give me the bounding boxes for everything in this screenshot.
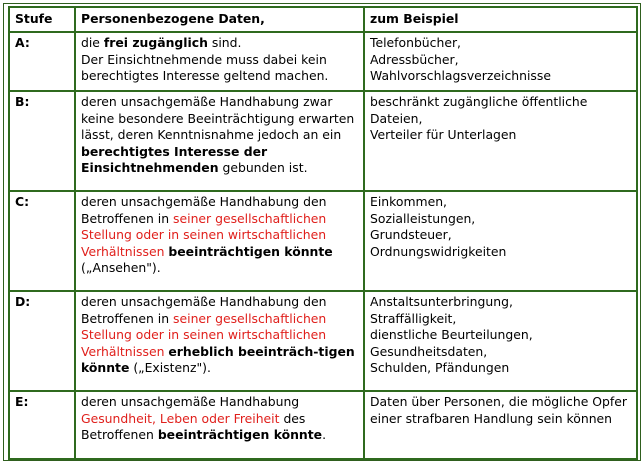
example-item: Sozialleistungen, <box>370 210 476 226</box>
header-row <box>9 7 637 32</box>
header-examples: zum Beispiel <box>364 7 637 32</box>
example-item: Verteiler für Unterlagen <box>370 127 517 142</box>
level-cell: B: <box>9 91 75 191</box>
example-item: Adressbücher, <box>370 51 459 67</box>
description-text: die <box>81 35 104 50</box>
description-cell <box>75 91 364 191</box>
description-text: deren unsachgemäße Handhabung den Betroffenen in <box>81 294 327 326</box>
table-row <box>9 291 637 391</box>
header-level: Stufe <box>9 7 75 32</box>
description-text: gebunden ist. <box>218 160 308 175</box>
emphasis-text: erheblich beeinträch-tigen könnte <box>81 343 355 375</box>
description-text: deren unsachgemäße Handhabung <box>81 394 300 409</box>
header-personal-data: Personenbezogene Daten, <box>75 7 364 32</box>
description-text: („Ansehen"). <box>81 260 161 275</box>
highlighted-text: seiner gesellschaftlichen Stellung oder in seinen wirtschaftlichen Verhältnissen <box>81 210 327 259</box>
example-item: Anstaltsunterbringung, <box>370 294 513 309</box>
example-item: Daten über Personen, die mögliche Opfer einer strafbaren Handlung sein können <box>370 394 627 426</box>
level-cell: A: <box>9 32 75 91</box>
highlighted-text: seiner gesellschaftlichen Stellung oder in seinen wirtschaftlichen Verhältnissen <box>81 310 327 359</box>
example-item: beschränkt zugängliche öffentliche Dateien, <box>370 94 588 126</box>
example-item: Ordnungswidrigkeiten <box>370 243 507 259</box>
examples-cell <box>364 291 637 391</box>
example-item: Gesundheitsdaten, <box>370 343 488 359</box>
description-text: des Betroffenen <box>81 410 306 442</box>
level-cell: E: <box>9 391 75 459</box>
description-text: deren unsachgemäße Handhabung den Betroffenen in <box>81 194 327 226</box>
example-item: Straffälligkeit, <box>370 310 457 326</box>
description-text: deren unsachgemäße Handhabung zwar keine besondere Beeinträchtigung erwarten lässt, deren Kenntnisnahme jedoch an ein <box>81 94 355 142</box>
description-text: („Existenz"). <box>129 360 211 375</box>
examples-cell <box>364 91 637 191</box>
data-protection-levels-table <box>8 6 638 460</box>
examples-cell <box>364 191 637 291</box>
emphasis-text: frei zugänglich <box>103 35 208 50</box>
example-item: Wahlvorschlagsverzeichnisse <box>370 68 551 83</box>
example-item: Telefonbücher, <box>370 35 461 50</box>
example-item: Schulden, Pfändungen <box>370 360 510 375</box>
description-text: . <box>322 427 327 442</box>
example-item: Einkommen, <box>370 194 447 209</box>
description-cell <box>75 191 364 291</box>
description-text: Der Einsichtnehmende muss dabei kein berechtigtes Interesse geltend machen. <box>81 51 329 83</box>
table-row <box>9 91 637 191</box>
table-row <box>9 32 637 91</box>
level-cell: D: <box>9 291 75 391</box>
emphasis-text: berechtigtes Interesse der Einsichtnehmenden <box>81 143 268 175</box>
emphasis-text: beeinträchtigen könnte <box>157 427 323 442</box>
level-cell: C: <box>9 191 75 291</box>
example-item: Grundsteuer, <box>370 227 452 242</box>
description-text: sind. <box>207 35 242 50</box>
description-cell <box>75 32 364 91</box>
examples-cell <box>364 32 637 91</box>
description-cell <box>75 291 364 391</box>
description-cell <box>75 391 364 459</box>
table-row <box>9 391 637 459</box>
example-item: dienstliche Beurteilungen, <box>370 327 533 342</box>
examples-cell <box>364 391 637 459</box>
table-row <box>9 191 637 291</box>
highlighted-text: Gesundheit, Leben oder Freiheit <box>81 410 280 426</box>
emphasis-text: beeinträchtigen könnte <box>168 243 333 259</box>
